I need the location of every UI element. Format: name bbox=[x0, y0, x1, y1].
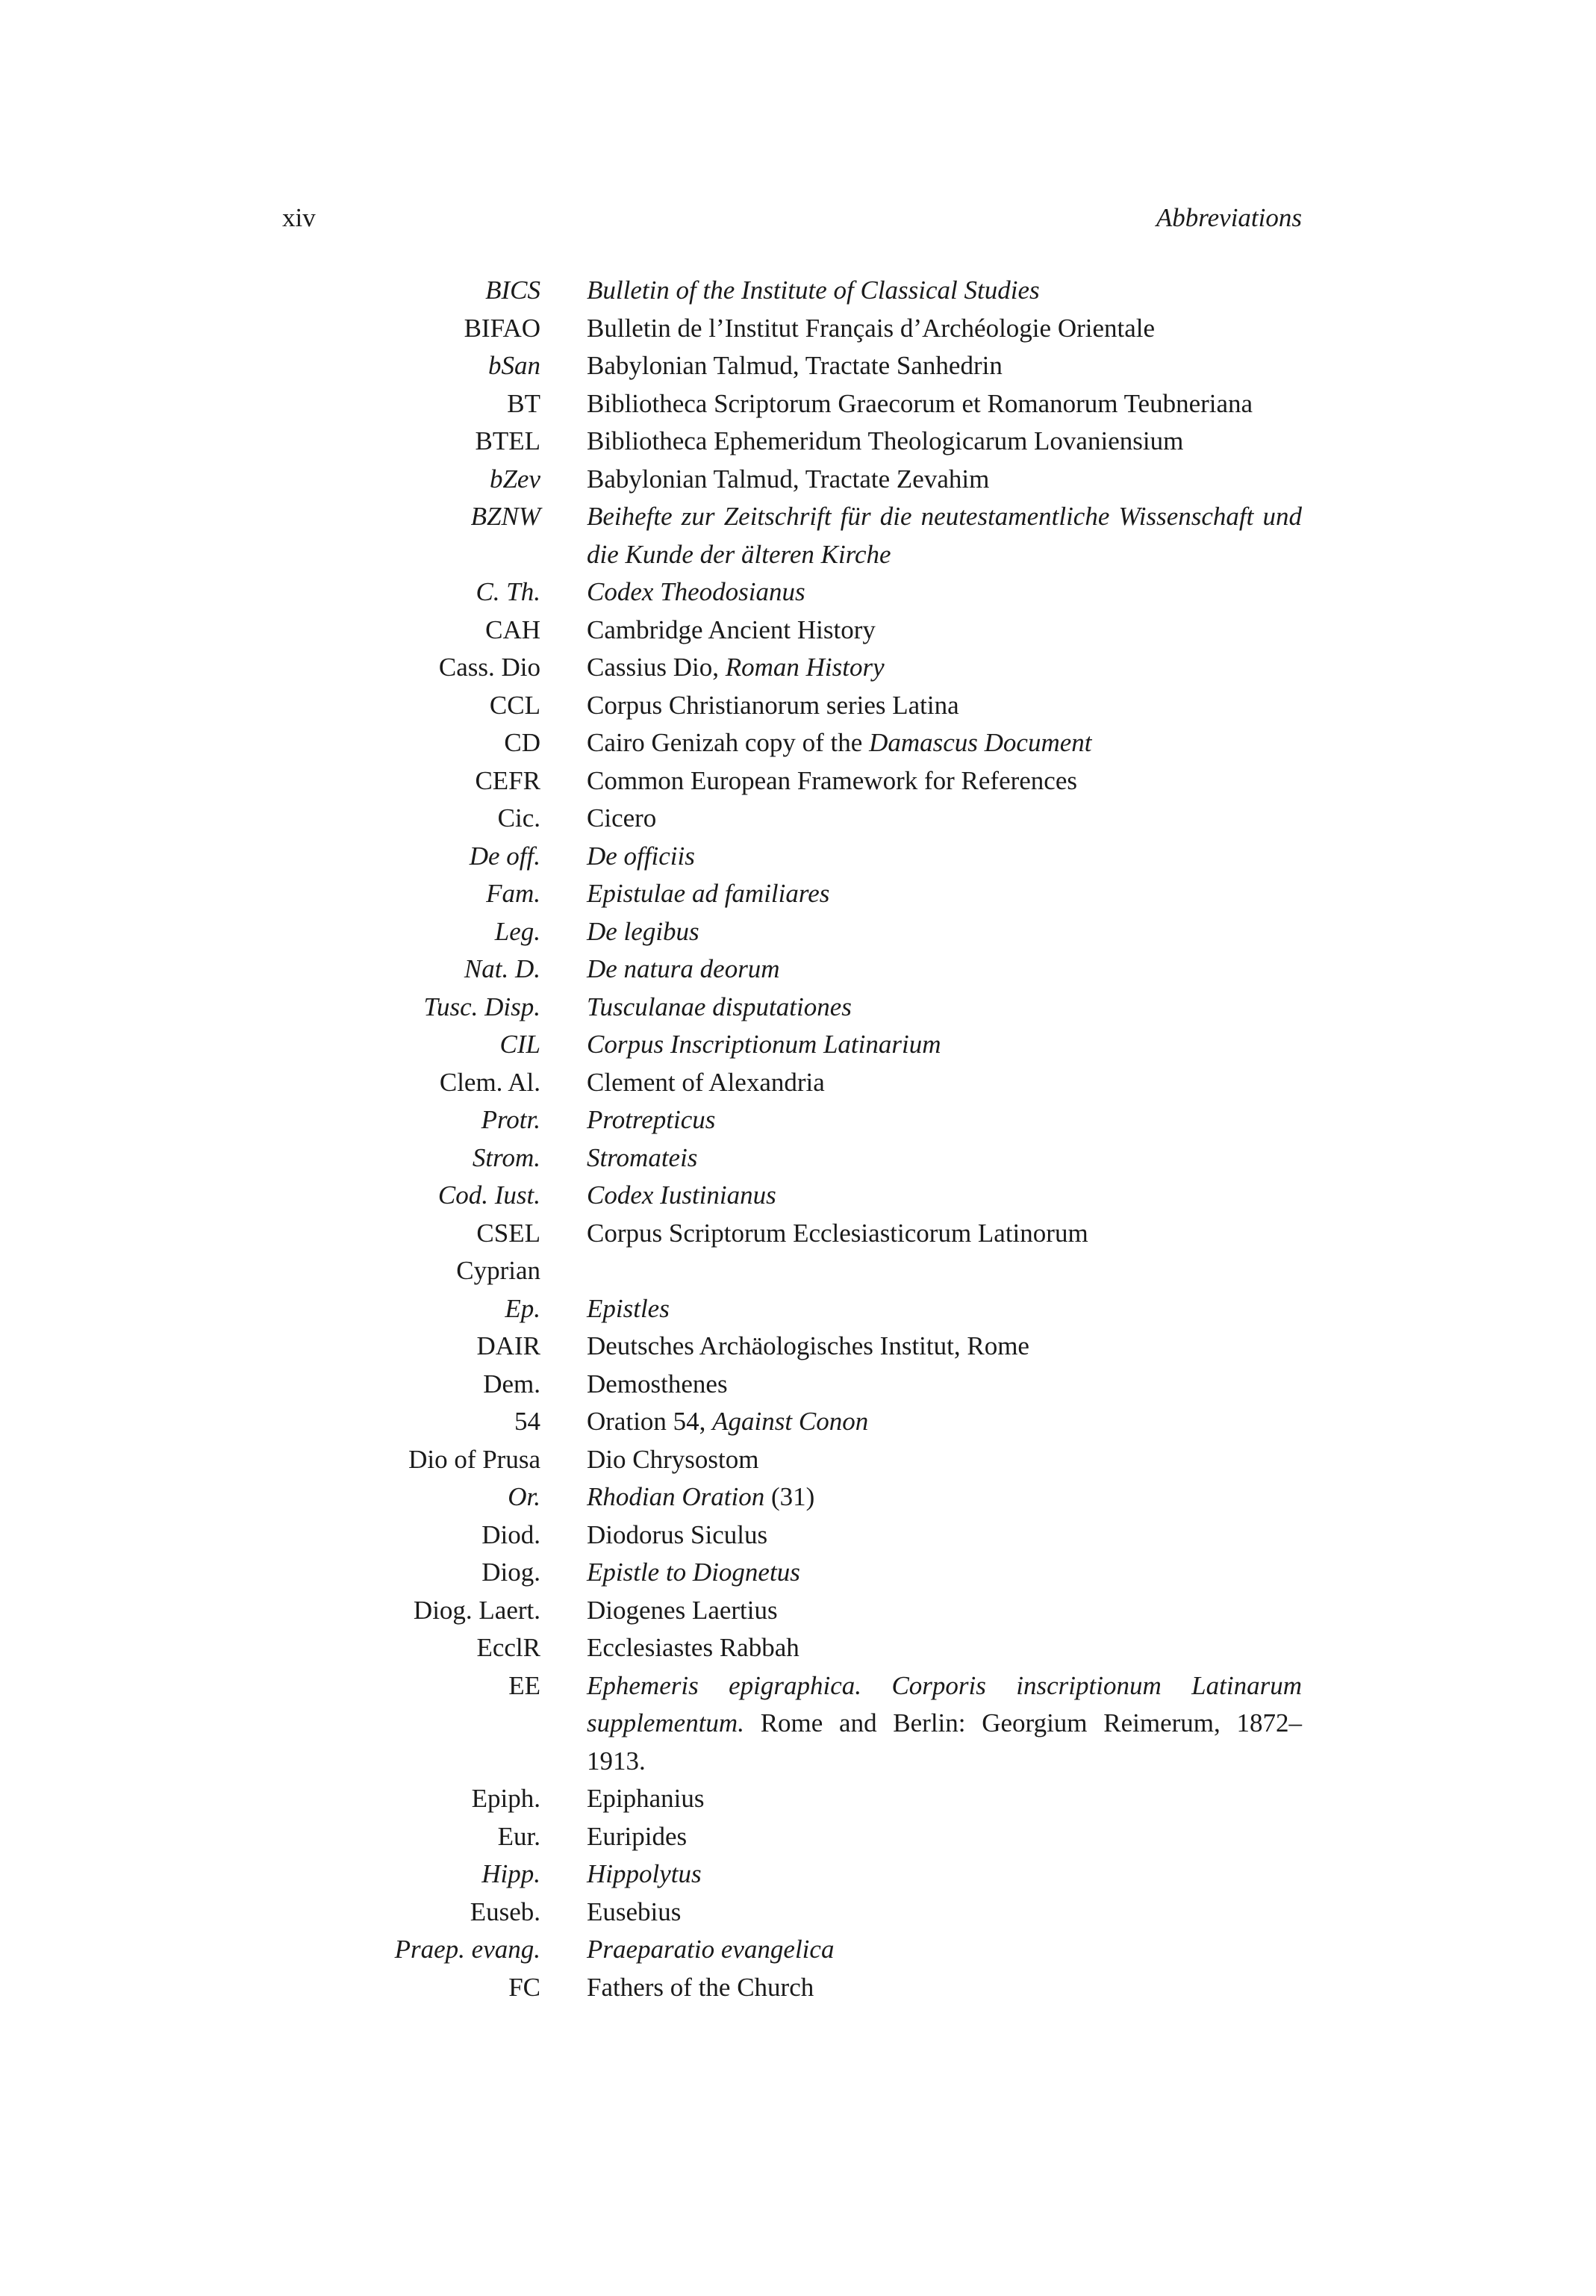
definition-segment: Rome and Berlin: Georgium Reimerum, 1872–1913. bbox=[587, 1708, 1302, 1776]
abbreviation-entry bbox=[282, 1101, 1302, 1139]
abbreviation-entry bbox=[282, 498, 1302, 573]
abbreviation-term: Leg. bbox=[494, 916, 540, 946]
definition-segment: Praeparatio evangelica bbox=[587, 1935, 835, 1964]
definition-segment: Deutsches Archäologisches Institut, Rome bbox=[587, 1331, 1029, 1360]
abbreviation-entry bbox=[282, 1931, 1302, 1969]
abbreviation-term: Diog. bbox=[481, 1558, 540, 1587]
abbreviation-term: Cod. Iust. bbox=[437, 1180, 540, 1210]
abbreviation-term: Epiph. bbox=[471, 1784, 540, 1813]
abbreviation-term: CEFR bbox=[475, 765, 540, 795]
abbreviation-entry bbox=[282, 1290, 1302, 1328]
abbreviation-definition bbox=[587, 1290, 1302, 1328]
abbreviation-term: C. Th. bbox=[476, 577, 540, 606]
abbreviation-definition bbox=[587, 423, 1302, 461]
definition-segment: Bulletin de l’Institut Français d’Archéologie Orientale bbox=[587, 313, 1156, 343]
abbreviation-term: Tusc. Disp. bbox=[423, 992, 540, 1021]
abbreviation-definition bbox=[587, 1064, 1302, 1102]
abbreviation-definition bbox=[587, 1139, 1302, 1177]
definition-segment: Hippolytus bbox=[587, 1859, 702, 1888]
definition-segment: Against Conon bbox=[712, 1407, 869, 1436]
definition-segment: Cassius Dio, bbox=[587, 653, 726, 682]
definition-segment: Fathers of the Church bbox=[587, 1972, 814, 2002]
abbreviation-definition bbox=[587, 1215, 1302, 1253]
definition-segment: Ephemeris epigraphica. Corporis inscriptionum Latinarum supplementum. bbox=[587, 1670, 1302, 1737]
abbreviation-definition bbox=[587, 1818, 1302, 1856]
abbreviation-definition bbox=[587, 1441, 1302, 1479]
definition-segment: Rhodian Oration bbox=[587, 1482, 765, 1511]
running-head: Abbreviations bbox=[1156, 203, 1302, 232]
abbreviation-definition bbox=[587, 687, 1302, 725]
abbreviation-entry bbox=[282, 1855, 1302, 1894]
abbreviation-definition bbox=[587, 1026, 1302, 1064]
definition-segment: De officiis bbox=[587, 841, 695, 871]
abbreviation-entry bbox=[282, 762, 1302, 800]
abbreviation-definition bbox=[587, 838, 1302, 876]
abbreviation-entry bbox=[282, 1026, 1302, 1064]
abbreviation-definition bbox=[587, 1177, 1302, 1215]
definition-segment: Babylonian Talmud, Tractate Sanhedrin bbox=[587, 351, 1003, 380]
abbreviation-term: Fam. bbox=[486, 879, 540, 908]
definition-segment: Damascus Document bbox=[869, 728, 1092, 757]
abbreviation-entry bbox=[282, 913, 1302, 951]
definition-segment: Ecclesiastes Rabbah bbox=[587, 1633, 799, 1662]
abbreviation-definition bbox=[587, 1894, 1302, 1932]
abbreviation-term: Dio of Prusa bbox=[408, 1444, 540, 1474]
abbreviation-entry bbox=[282, 461, 1302, 499]
definition-segment: (31) bbox=[764, 1482, 815, 1511]
definition-segment: Corpus Scriptorum Ecclesiasticorum Latinorum bbox=[587, 1218, 1088, 1248]
abbreviation-definition bbox=[587, 612, 1302, 650]
abbreviation-term: Praep. evang. bbox=[394, 1935, 540, 1964]
abbreviation-definition bbox=[587, 1478, 1302, 1516]
abbreviation-term: Clem. Al. bbox=[439, 1067, 540, 1097]
definition-segment: Cicero bbox=[587, 803, 657, 833]
abbreviation-entry bbox=[282, 1177, 1302, 1215]
abbreviation-entry bbox=[282, 1629, 1302, 1667]
abbreviation-definition bbox=[587, 272, 1302, 310]
abbreviation-entry bbox=[282, 347, 1302, 385]
abbreviation-definition bbox=[587, 1592, 1302, 1630]
abbreviation-entry bbox=[282, 875, 1302, 913]
definition-segment: Eusebius bbox=[587, 1897, 682, 1926]
abbreviation-entry bbox=[282, 272, 1302, 310]
abbreviation-term: Hipp. bbox=[481, 1859, 540, 1888]
abbreviation-term: Protr. bbox=[481, 1105, 540, 1134]
definition-segment: De legibus bbox=[587, 916, 699, 946]
abbreviation-term: CIL bbox=[499, 1030, 540, 1059]
abbreviation-entry bbox=[282, 1592, 1302, 1630]
abbreviation-definition bbox=[587, 347, 1302, 385]
definition-segment: Diogenes Laertius bbox=[587, 1595, 778, 1625]
abbreviation-entry bbox=[282, 989, 1302, 1027]
abbreviation-definition bbox=[587, 385, 1302, 423]
abbreviation-definition bbox=[587, 649, 1302, 687]
definition-segment: Cairo Genizah copy of the bbox=[587, 728, 870, 757]
definition-segment: De natura deorum bbox=[587, 954, 780, 983]
abbreviation-definition bbox=[587, 1554, 1302, 1592]
definition-segment: Oration 54, bbox=[587, 1407, 713, 1436]
abbreviation-entry bbox=[282, 1215, 1302, 1253]
definition-segment: Demosthenes bbox=[587, 1369, 728, 1399]
abbreviation-entry bbox=[282, 1969, 1302, 2007]
abbreviation-definition bbox=[587, 800, 1302, 838]
abbreviation-entry bbox=[282, 423, 1302, 461]
abbreviation-entry bbox=[282, 310, 1302, 348]
definition-segment: Epistle to Diognetus bbox=[587, 1558, 800, 1587]
definition-segment: Babylonian Talmud, Tractate Zevahim bbox=[587, 464, 990, 494]
abbreviation-term: Dem. bbox=[483, 1369, 540, 1399]
abbreviation-entry bbox=[282, 1328, 1302, 1366]
abbreviation-definition bbox=[587, 1101, 1302, 1139]
definition-segment: Stromateis bbox=[587, 1142, 698, 1172]
abbreviation-term: bZev bbox=[489, 464, 540, 494]
abbreviation-term: BZNW bbox=[470, 502, 540, 531]
definition-segment: Epistles bbox=[587, 1293, 670, 1323]
page-number: xiv bbox=[282, 203, 316, 232]
abbreviation-term: Diod. bbox=[481, 1519, 540, 1549]
abbreviation-term: CSEL bbox=[476, 1218, 540, 1248]
abbreviation-term: Cass. Dio bbox=[438, 653, 540, 682]
definition-segment: Euripides bbox=[587, 1821, 688, 1851]
abbreviation-definition bbox=[587, 1855, 1302, 1894]
page-header bbox=[282, 200, 1302, 236]
definition-segment: Cambridge Ancient History bbox=[587, 615, 876, 644]
abbreviation-definition bbox=[587, 1403, 1302, 1441]
definition-segment: Common European Framework for References bbox=[587, 765, 1078, 795]
abbreviation-term: Or. bbox=[508, 1482, 540, 1511]
abbreviation-term: Strom. bbox=[472, 1142, 540, 1172]
abbreviation-term: CAH bbox=[485, 615, 540, 644]
abbreviation-definition bbox=[587, 875, 1302, 913]
definition-segment: Bibliotheca Scriptorum Graecorum et Romanorum Teubneriana bbox=[587, 388, 1253, 418]
definition-segment: Epistulae ad familiares bbox=[587, 879, 830, 908]
definition-segment: Beihefte zur Zeitschrift für die neutestamentliche Wissenschaft und die Kunde der älteren Kirche bbox=[587, 502, 1302, 569]
abbreviation-entry bbox=[282, 573, 1302, 612]
abbreviation-entry bbox=[282, 612, 1302, 650]
abbreviation-definition bbox=[587, 461, 1302, 499]
abbreviation-definition bbox=[587, 762, 1302, 800]
abbreviation-definition bbox=[587, 1969, 1302, 2007]
abbreviation-entry bbox=[282, 1894, 1302, 1932]
abbreviation-entry bbox=[282, 724, 1302, 762]
abbreviation-definition bbox=[587, 310, 1302, 348]
abbreviation-term: EE bbox=[508, 1670, 540, 1700]
abbreviation-entry bbox=[282, 1516, 1302, 1555]
definition-segment: Corpus Christianorum series Latina bbox=[587, 690, 959, 720]
abbreviation-entry bbox=[282, 1139, 1302, 1177]
abbreviation-term: Ep. bbox=[505, 1293, 540, 1323]
abbreviation-definition bbox=[587, 989, 1302, 1027]
abbreviation-term: Cyprian bbox=[456, 1256, 540, 1285]
abbreviation-entry bbox=[282, 1252, 1302, 1290]
abbreviation-definition bbox=[587, 1629, 1302, 1667]
abbreviation-entry bbox=[282, 385, 1302, 423]
definition-segment: Bibliotheca Ephemeridum Theologicarum Lovaniensium bbox=[587, 426, 1184, 455]
abbreviation-term: Eur. bbox=[497, 1821, 540, 1851]
abbreviation-definition bbox=[587, 724, 1302, 762]
abbreviation-term: BTEL bbox=[475, 426, 540, 455]
abbreviation-term: 54 bbox=[514, 1407, 540, 1436]
definition-segment: Bulletin of the Institute of Classical Studies bbox=[587, 276, 1040, 305]
abbreviation-entry bbox=[282, 1403, 1302, 1441]
abbreviation-entry bbox=[282, 1554, 1302, 1592]
definition-segment: Diodorus Siculus bbox=[587, 1519, 768, 1549]
abbreviation-term: CCL bbox=[489, 690, 540, 720]
abbreviation-term: BICS bbox=[485, 276, 540, 305]
abbreviation-term: bSan bbox=[488, 351, 540, 380]
abbreviation-definition bbox=[587, 913, 1302, 951]
abbreviation-definition bbox=[587, 1366, 1302, 1404]
abbreviation-definition bbox=[587, 573, 1302, 612]
definition-segment: Codex Theodosianus bbox=[587, 577, 805, 606]
abbreviation-term: Nat. D. bbox=[464, 954, 540, 983]
definition-segment: Protrepticus bbox=[587, 1105, 716, 1134]
abbreviation-entry bbox=[282, 800, 1302, 838]
abbreviation-entry bbox=[282, 1478, 1302, 1516]
abbreviation-entry bbox=[282, 1064, 1302, 1102]
definition-segment: Dio Chrysostom bbox=[587, 1444, 759, 1474]
definition-segment: Roman History bbox=[725, 653, 885, 682]
abbreviation-entry bbox=[282, 1366, 1302, 1404]
abbreviation-term: CD bbox=[504, 728, 540, 757]
definition-segment: Codex Iustinianus bbox=[587, 1180, 776, 1210]
abbreviation-term: BIFAO bbox=[464, 313, 540, 343]
definition-segment: Tusculanae disputationes bbox=[587, 992, 852, 1021]
abbreviation-term: Euseb. bbox=[470, 1897, 540, 1926]
abbreviation-term: Cic. bbox=[497, 803, 540, 833]
abbreviation-term: EcclR bbox=[476, 1633, 540, 1662]
definition-segment: Corpus Inscriptionum Latinarium bbox=[587, 1030, 941, 1059]
abbreviation-entry bbox=[282, 1780, 1302, 1818]
abbreviation-entry bbox=[282, 1818, 1302, 1856]
abbreviation-list bbox=[282, 272, 1302, 2006]
abbreviation-term: FC bbox=[508, 1972, 540, 2002]
abbreviation-entry bbox=[282, 649, 1302, 687]
abbreviation-entry bbox=[282, 838, 1302, 876]
abbreviation-definition bbox=[587, 1931, 1302, 1969]
abbreviation-entry bbox=[282, 951, 1302, 989]
abbreviation-term: BT bbox=[507, 388, 540, 418]
definition-segment: Epiphanius bbox=[587, 1784, 705, 1813]
abbreviation-definition bbox=[587, 1667, 1302, 1781]
abbreviation-entry bbox=[282, 687, 1302, 725]
abbreviation-entry bbox=[282, 1441, 1302, 1479]
abbreviation-entry bbox=[282, 1667, 1302, 1781]
abbreviation-definition bbox=[587, 498, 1302, 573]
abbreviation-definition bbox=[587, 1328, 1302, 1366]
abbreviation-term: Diog. Laert. bbox=[413, 1595, 540, 1625]
abbreviation-definition bbox=[587, 951, 1302, 989]
abbreviation-definition bbox=[587, 1780, 1302, 1818]
abbreviation-definition bbox=[587, 1516, 1302, 1555]
abbreviation-term: De off. bbox=[469, 841, 540, 871]
abbreviation-term: DAIR bbox=[476, 1331, 540, 1360]
definition-segment: Clement of Alexandria bbox=[587, 1067, 825, 1097]
